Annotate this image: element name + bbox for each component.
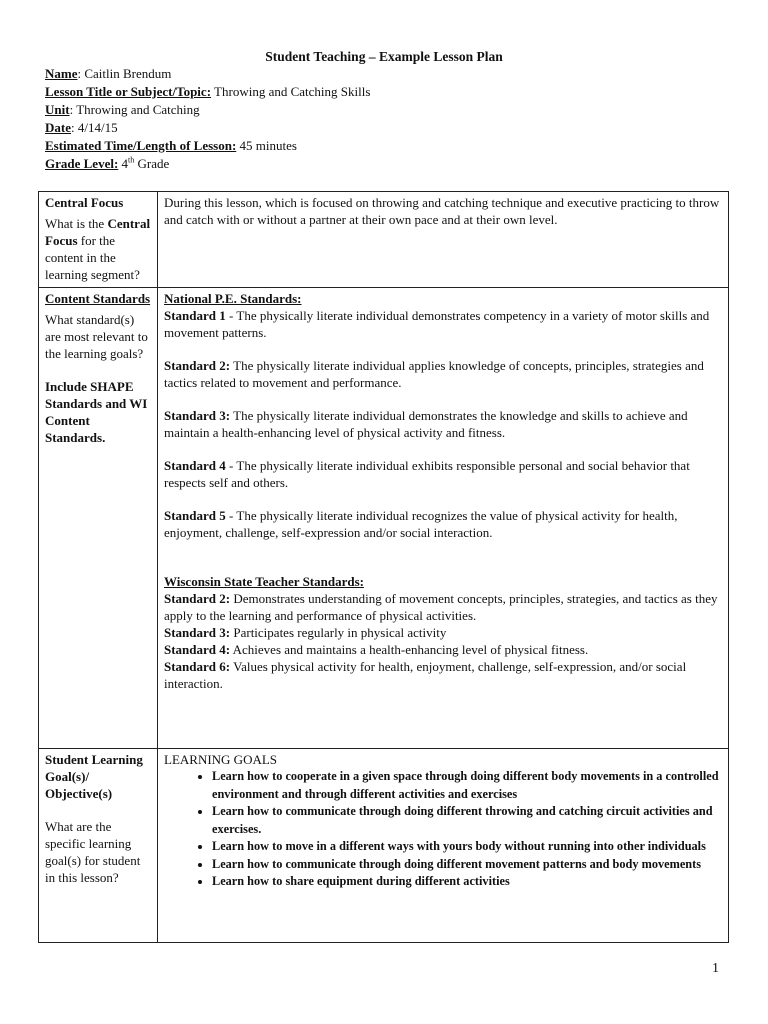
name-label: Name bbox=[45, 66, 78, 81]
document-title: Student Teaching – Example Lesson Plan bbox=[265, 49, 503, 64]
unit-value: : Throwing and Catching bbox=[69, 102, 200, 117]
wisconsin-standard-3 bbox=[164, 624, 722, 641]
central-focus-prompt-end: for the content in the learning segment? bbox=[45, 233, 140, 282]
national-standard-3-label: Standard 3: bbox=[164, 408, 231, 423]
national-standard-5-label: Standard 5 bbox=[164, 508, 226, 523]
wisconsin-standard-6 bbox=[164, 658, 722, 692]
wisconsin-standard-2 bbox=[164, 590, 722, 624]
wisconsin-standard-2-text: Demonstrates understanding of movement concepts, principles, strategies, and tactics as they apply to the learning and performance of physical activities. bbox=[164, 591, 718, 623]
time-label: Estimated Time/Length of Lesson: bbox=[45, 138, 237, 153]
learning-goals-prompt: What are the specific learning goal(s) for student in this lesson? bbox=[45, 819, 141, 885]
learning-goals-title: Student Learning Goal(s)/ Objective(s) bbox=[45, 752, 143, 801]
national-standards-heading: National P.E. Standards: bbox=[164, 291, 302, 306]
learning-goal-item: • Learn how to share equipment during different activities bbox=[212, 873, 722, 891]
national-standard-5 bbox=[164, 507, 722, 541]
wisconsin-standards-heading: Wisconsin State Teacher Standards: bbox=[164, 574, 364, 589]
content-standards-row bbox=[39, 288, 729, 749]
central-focus-content-cell bbox=[158, 192, 729, 288]
learning-goals-label-cell bbox=[39, 749, 158, 943]
wisconsin-standard-6-text: Values physical activity for health, enjoyment, challenge, self-expression, and/or social interaction. bbox=[164, 659, 687, 691]
national-standard-4 bbox=[164, 457, 722, 491]
topic-value: Throwing and Catching Skills bbox=[211, 84, 371, 99]
grade-line bbox=[45, 155, 725, 173]
wisconsin-standard-6-label: Standard 6: bbox=[164, 659, 231, 674]
learning-goal-item: • Learn how to communicate through doing different throwing and catching circuit activities and exercises. bbox=[212, 803, 722, 838]
national-standard-2-text: The physically literate individual applies knowledge of concepts, principles, strategies and tactics related to movement and performance. bbox=[164, 358, 704, 390]
unit-line bbox=[45, 101, 725, 119]
national-standard-4-text: - The physically literate individual exhibits responsible personal and social behavior that respects self and others. bbox=[164, 458, 690, 490]
content-standards-content-cell bbox=[158, 288, 729, 749]
lesson-plan-table bbox=[38, 191, 729, 943]
wisconsin-standard-4-text: Achieves and maintains a health-enhancing level of physical fitness. bbox=[230, 642, 589, 657]
content-standards-title: Content Standards bbox=[45, 291, 151, 306]
national-standard-2 bbox=[164, 357, 722, 391]
wisconsin-standard-3-label: Standard 3: bbox=[164, 625, 231, 640]
content-standards-prompt: What standard(s) are most relevant to the learning goals? bbox=[45, 312, 148, 361]
content-standards-include-note: Include SHAPE Standards and WI Content Standards. bbox=[45, 379, 148, 445]
national-standard-2-label: Standard 2: bbox=[164, 358, 231, 373]
wisconsin-standard-3-text: Participates regularly in physical activity bbox=[230, 625, 447, 640]
learning-goals-list bbox=[164, 768, 722, 891]
national-standard-5-text: - The physically literate individual recognizes the value of physical activity for health, enjoyment, challenge, self-expression and/or social interaction. bbox=[164, 508, 678, 540]
content-standards-label-cell bbox=[39, 288, 158, 749]
date-value: : 4/14/15 bbox=[71, 120, 118, 135]
central-focus-row bbox=[39, 192, 729, 288]
topic-line bbox=[45, 83, 725, 101]
national-standard-1-label: Standard 1 bbox=[164, 308, 226, 323]
time-value: 45 minutes bbox=[236, 138, 297, 153]
grade-number: 4 bbox=[118, 156, 129, 171]
wisconsin-standard-4 bbox=[164, 641, 722, 658]
page-number: 1 bbox=[712, 961, 719, 976]
grade-label: Grade Level: bbox=[45, 156, 119, 171]
national-standard-1 bbox=[164, 307, 722, 341]
date-line bbox=[45, 119, 725, 137]
learning-goals-content-cell bbox=[158, 749, 729, 943]
national-standard-3 bbox=[164, 407, 722, 441]
learning-goal-item: • Learn how to communicate through doing different movement patterns and body movements bbox=[212, 856, 722, 874]
topic-label: Lesson Title or Subject/Topic: bbox=[45, 84, 212, 99]
time-line bbox=[45, 137, 725, 155]
central-focus-label-cell bbox=[39, 192, 158, 288]
learning-goal-item: • Learn how to cooperate in a given space through doing different body movements in a controlled environment and through different activities and exercises bbox=[212, 768, 722, 803]
central-focus-title: Central Focus bbox=[45, 195, 124, 210]
date-label: Date bbox=[45, 120, 71, 135]
learning-goals-row bbox=[39, 749, 729, 943]
learning-goal-item: • Learn how to move in a different ways with yours body without running into other individuals bbox=[212, 838, 722, 856]
lesson-header bbox=[45, 65, 725, 173]
learning-goals-heading: LEARNING GOALS bbox=[164, 752, 278, 767]
central-focus-prompt bbox=[45, 215, 151, 283]
wisconsin-standard-2-label: Standard 2: bbox=[164, 591, 231, 606]
central-focus-body: During this lesson, which is focused on throwing and catching technique and executive practicing to throw and catch with or without a partner at their own pace and at their own level. bbox=[164, 195, 720, 227]
unit-label: Unit bbox=[45, 102, 70, 117]
national-standard-4-label: Standard 4 bbox=[164, 458, 226, 473]
central-focus-prompt-start: What is the bbox=[45, 216, 108, 231]
name-value: : Caitlin Brendum bbox=[77, 66, 172, 81]
grade-word: Grade bbox=[134, 156, 170, 171]
national-standard-3-text: The physically literate individual demonstrates the knowledge and skills to achieve and maintain a health-enhancing level of physical activity and fitness. bbox=[164, 408, 688, 440]
name-line bbox=[45, 65, 725, 83]
central-focus-prompt-bold: Central Focus bbox=[45, 216, 151, 248]
national-standard-1-text: - The physically literate individual demonstrates competency in a variety of motor skills and movement patterns. bbox=[164, 308, 710, 340]
grade-suffix: th bbox=[128, 155, 135, 165]
wisconsin-standard-4-label: Standard 4: bbox=[164, 642, 231, 657]
